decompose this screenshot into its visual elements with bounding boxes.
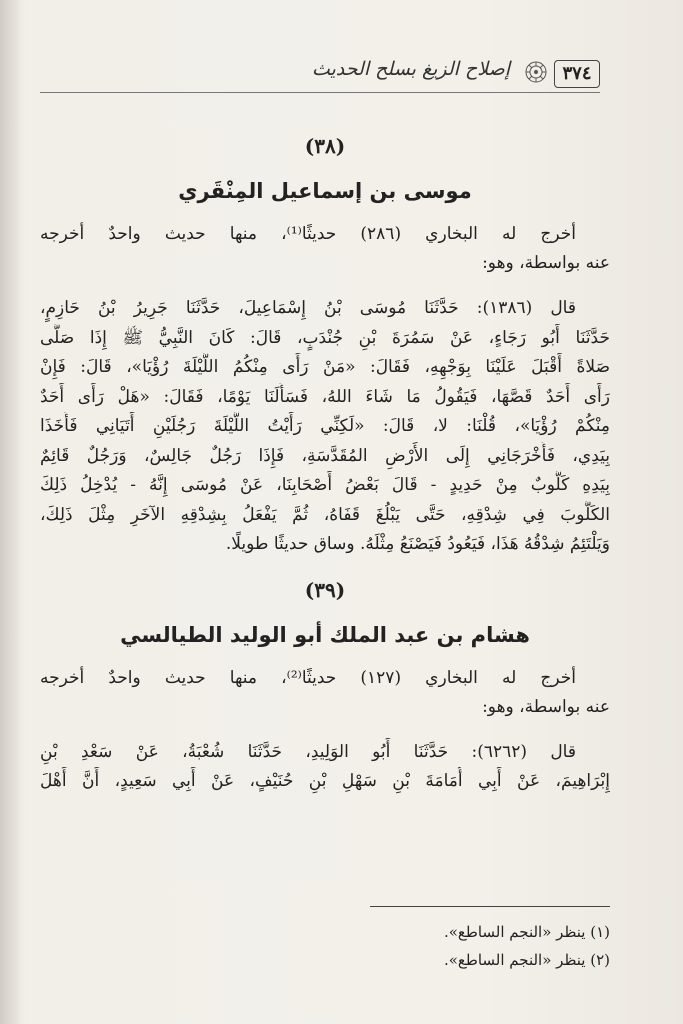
section-number: (٣٨) [304, 134, 346, 158]
footnote: (٢) ينظر «النجم الساطع». [443, 951, 610, 969]
header-rule [40, 92, 600, 93]
hadith-line: صَلاةً أَقْبَلَ عَلَيْنَا بِوَجْهِهِ، فَقَالَ: «مَنْ رَأَى مِنْكُمُ اللَّيْلَةَ رُؤْيَا»، قَالَ: فَإِنْ [40, 357, 610, 377]
intro-line: عنه بواسطة، وهو: [482, 253, 610, 273]
page-body [40, 130, 610, 797]
section-title: هشام بن عبد الملك أبو الوليد الطيالسي [120, 622, 530, 647]
page-number: ٣٧٤ [554, 60, 600, 88]
hadith-line: الكَلُّوبَ فِي شِدْقِهِ، حَتَّى يَبْلُغَ قَفَاهُ، ثُمَّ يَفْعَلُ بِشِدْقِهِ الآخَرِ مِثْلَ ذَلِكَ، [40, 504, 610, 525]
hadith-line: قال (٦٢٦٢): حَدَّثَنَا أَبُو الوَلِيدِ، حَدَّثَنَا شُعْبَةُ، عَنْ سَعْدِ بْنِ [40, 741, 576, 762]
hadith-line: مِنْكُمْ رُؤْيَا»، قُلْنَا: لا، قَالَ: «لَكِنِّي رَأَيْتُ اللَّيْلَةَ رَجُلَيْنِ أَتَيَانِي فَأَخَذَا [40, 416, 610, 436]
section-title: موسى بن إسماعيل المِنْقَري [178, 179, 472, 203]
intro-line: عنه بواسطة، وهو: [482, 696, 610, 717]
running-header [40, 56, 600, 94]
book-title: إصلاح الزيغ بسلح الحديث [311, 58, 510, 80]
rosette-ornament-icon [524, 60, 548, 84]
hadith-line: رَأَى أَحَدٌ قَصَّهَا، فَيَقُولُ مَا شَاءَ اللهُ، فَسَأَلَنَا يَوْمًا، فَقَالَ: «هَلْ رَأَى أَحَدٌ [40, 386, 610, 407]
footnote-rule [370, 906, 610, 907]
hadith-line: بِيَدِهِ كَلُّوبٌ مِنْ حَدِيدٍ - قَالَ بَعْضُ أَصْحَابِنَا، عَنْ مُوسَى إِنَّهُ - يُدْخِلُ ذَلِكَ [40, 475, 610, 495]
hadith-line: حَدَّثَنَا أَبُو رَجَاءٍ، عَنْ سَمُرَةَ بْنِ جُنْدَبٍ، قَالَ: كَانَ النَّبِيُّ ﷺ إِذَا صَلَّى [40, 327, 610, 348]
intro-line: أخرج له البخاري (١٢٧) حديثًا⁽²⁾، منها حديث واحدٌ أخرجه [40, 667, 576, 688]
footnotes [210, 918, 610, 974]
gutter-shadow [0, 0, 22, 1024]
hadith-line: إِبْرَاهِيمَ، عَنْ أَبِي أُمَامَةَ بْنِ سَهْلِ بْنِ حُنَيْفٍ، عَنْ أَبِي سَعِيدٍ، أَنَّ أَهْلَ [40, 771, 610, 791]
section-intro [40, 220, 610, 278]
hadith-text [40, 738, 610, 797]
hadith-line: بِيَدِي، فَأَخْرَجَانِي إِلَى الأَرْضِ المُقَدَّسَةِ، فَإِذَا رَجُلٌ جَالِسٌ، وَرَجُلٌ قَائِمٌ [40, 445, 610, 466]
hadith-line: وَيَلْتَئِمُ شِدْقُهُ هَذَا، فَيَعُودُ فَيَصْنَعُ مِثْلَهُ. وساق حديثًا طويلًا. [225, 534, 610, 554]
footnote: (١) ينظر «النجم الساطع». [443, 923, 610, 941]
section-intro [40, 664, 610, 722]
section-number: (٣٩) [304, 577, 346, 602]
hadith-line: قال (١٣٨٦): حَدَّثَنَا مُوسَى بْنُ إِسْمَاعِيلَ، حَدَّثَنَا جَرِيرُ بْنُ حَازِمٍ، [40, 298, 576, 318]
intro-line: أخرج له البخاري (٢٨٦) حديثًا⁽¹⁾، منها حديث واحدٌ أخرجه [40, 224, 576, 244]
hadith-text [40, 294, 610, 560]
